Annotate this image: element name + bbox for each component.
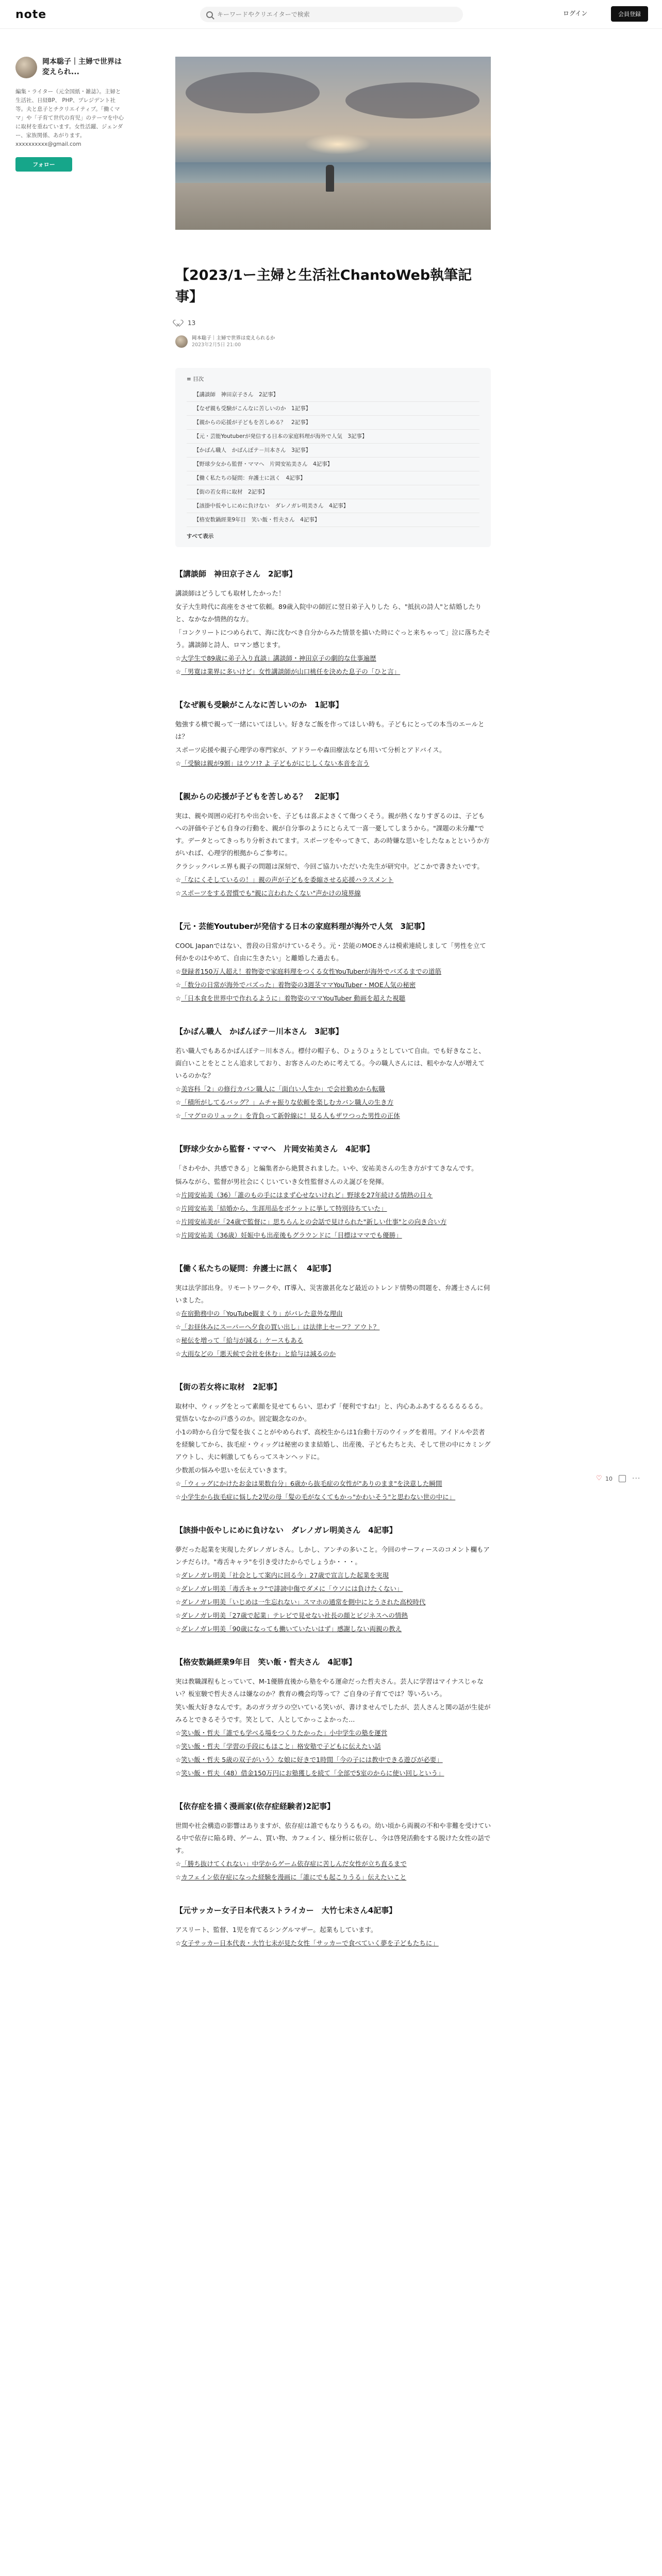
top-bar	[0, 0, 662, 29]
author-sidebar	[15, 57, 124, 172]
article-link[interactable]: スポーツをする習慣でも"親に言われたくない"声かけの境界線	[181, 889, 361, 897]
article-section	[175, 699, 491, 770]
link-line	[175, 965, 491, 978]
link-line	[175, 1740, 491, 1753]
article-link[interactable]: 在宿勤務中の「YouTube観まくり」がバレた意外な理由	[181, 1310, 343, 1317]
section-heading: 【該掛中仮やしにめに負けない ダレノガレ明美さん 4記事】	[175, 1526, 397, 1535]
article-link[interactable]: 大学生で89歳に弟子入り直談」講談師・神田京子の劇的な仕事遍歴	[181, 654, 376, 662]
article-link[interactable]: 登録者150万人超え！着物姿で家庭料理をつくる女性YouTuberが海外でバズるまでの道筋	[181, 968, 442, 975]
sunset-glow	[304, 134, 371, 155]
toc-item[interactable]: 【なぜ親も受験がこんなに苦しいのか 1記事】	[187, 402, 479, 416]
star-bullet-icon: ☆	[175, 1218, 181, 1226]
link-line	[175, 1583, 491, 1595]
search-bar[interactable]	[200, 7, 463, 22]
section-paragraph: 取材中、ウィッグをとって素顔を見せてもらい、思わず「便利ですね!」と、内心あふあするるるるるるる。覚悟ないなかの戸惑うのか。固定観念なのか。	[175, 1402, 487, 1422]
note-logo[interactable]: note	[15, 8, 47, 21]
article-link[interactable]: ダレノガレ明美「27歳で起業」テレビで見せない社長の顔とビジネスへの情熱	[181, 1612, 408, 1619]
section-heading: 【街の若女将に取材 2記事】	[175, 1382, 282, 1392]
article-link[interactable]: 片岡安祐美「結婚から、生涯用品をボケットに挙して特別待ちていた」	[181, 1205, 387, 1212]
more-options-icon[interactable]: ···	[632, 1475, 641, 1483]
section-paragraph: 夢だった起業を実現したダレノガレさん。しかし、アンチの多いこと。今回のサーフィースのコメント欄もアンチだらけ。"毒舌キャラ"を引き受けたからでしょうか・・・。	[175, 1546, 490, 1566]
star-bullet-icon: ☆	[175, 1742, 181, 1750]
share-icon[interactable]	[619, 1475, 626, 1482]
section-heading: 【元・芸能Youtuberが発信する日本の家庭料理が海外で人気 3記事】	[175, 922, 429, 931]
star-bullet-icon: ☆	[175, 1598, 181, 1606]
link-line	[175, 757, 491, 770]
author-email: xxxxxxxxxx@gmail.com	[15, 141, 81, 147]
toc-item[interactable]: 【働く私たちの疑問：弁護士に訊く 4記事】	[187, 471, 479, 485]
link-line	[175, 1216, 491, 1228]
article-link[interactable]: カフェイン依存症になった経験を漫画に「誰にでも起こりうる」伝えたいこと	[181, 1873, 407, 1881]
link-line	[175, 1858, 491, 1870]
link-line	[175, 1110, 491, 1122]
star-bullet-icon: ☆	[175, 1571, 181, 1579]
link-line	[175, 979, 491, 991]
article-link[interactable]: ダレノガレ明美「いじめは一生忘れない」スマホの通常を側中にとうされた高校時代	[181, 1598, 426, 1606]
article-link[interactable]: 美容科「2」の修行カバン職人に「面白い人生か」で会社勤めから転職	[181, 1085, 385, 1093]
toc-show-all[interactable]: すべて表示	[187, 533, 214, 539]
heart-icon[interactable]	[175, 319, 183, 327]
byline	[175, 335, 491, 348]
section-paragraph: 「コンクリートにつめられて、海に沈むべき自分からみた情景を描いた時にぐっと来ちゃって」泣に落ちたそう。講談師と詩人、ロマン感じます。	[175, 629, 491, 649]
cloud-shape	[186, 72, 320, 113]
article-section	[175, 1800, 491, 1884]
section-heading: 【格安数鍋經業9年目 笑い飯・哲夫さん 4記事】	[175, 1657, 356, 1667]
link-line	[175, 1609, 491, 1622]
section-paragraph: スポーツ応援や親子心理学の専門家が、アドラーや森田療法なども用いて分析とアドバイス。	[175, 746, 446, 754]
article-link[interactable]: 「マグロのリュック」を背負って新幹線に！見る人もザワつった男性の正体	[181, 1112, 400, 1120]
star-bullet-icon: ☆	[175, 889, 181, 897]
section-paragraph: 笑い飯大好きなんです。あのガラガラの空いている笑いが、書けませんでしたが、芸人さんと関の話が生徒がみるとできるそうです。笑として、人としてかっこよかった...	[175, 1703, 491, 1723]
link-line	[175, 887, 491, 900]
section-heading: 【かばん職人 かばんぼテ－川本さん 3記事】	[175, 1027, 343, 1036]
star-bullet-icon: ☆	[175, 1860, 181, 1868]
section-paragraph: 悩みながら、監督が男社会にくじいていき女性監督さんのえ誕びを発揮。	[175, 1178, 388, 1185]
article-section	[175, 790, 491, 900]
section-paragraph: 世間や社会構造の影響はありますが、依存症は誰でもなりうるもの。幼い頃から両親の不和や非難を受けている中で依存に陥る時、ゲーム、買い物、カフェイン、様分析に依存し、今は啓発活動をする脱けた女性の話です。	[175, 1822, 491, 1854]
article-title: 【2023/1ー主婦と生活社ChantoWeb執筆記事】	[175, 267, 472, 305]
section-paragraph: 小1の時から自分で髪を抜くことがやめられず、高校生からは1台動十万のウイッグを着用。アイドルや芸者を経験してから、抜毛症・ウィッグは秘密のまま結婚し、出産後、子どもたちと夫、そして世の中にカミングアウトし、夫に刺激してもらってスキンヘッドに。	[175, 1428, 491, 1461]
section-heading: 【働く私たちの疑問：弁護士に訊く 4記事】	[175, 1264, 336, 1273]
star-bullet-icon: ☆	[175, 994, 181, 1002]
section-heading: 【なぜ親も受験がこんなに苦しいのか 1記事】	[175, 700, 343, 709]
link-line	[175, 1189, 491, 1201]
link-line	[175, 874, 491, 886]
star-bullet-icon: ☆	[175, 981, 181, 989]
like-heart-icon[interactable]: ♡	[596, 1475, 602, 1482]
link-line	[175, 1083, 491, 1095]
article-link[interactable]: 「日本食を世界中で作れるように」着物姿のママYouTuber 動画を超えた視聴	[181, 994, 406, 1002]
section-heading: 【依存症を描く漫画家(依存症経験者)2記事】	[175, 1802, 335, 1811]
star-bullet-icon: ☆	[175, 1231, 181, 1239]
section-paragraph: COOL Japanではない、普段の日常がけているそう。元・芸能のMOEさんは模索連続しまして「男性を立て何かをのはやめて、自由に生きたい」と離婚した過去も。	[175, 942, 486, 962]
link-line	[175, 1596, 491, 1608]
article-link[interactable]: 笑い飯・哲夫（48）借金150万円にお塾獲しを続て「全部で5室のからに使い回しという」	[181, 1769, 444, 1777]
section-paragraph: 実は教職課程もとっていて、M-1優勝直後から塾をやる運命だった哲夫さん。芸人に学習はマイナスじゃない？板室駿で哲夫さんは嫌なのか？教育の機会均等って？ご自身の子育てでは？等いろいろ。	[175, 1677, 484, 1698]
byline-date: 2023年2月5日 21:00	[192, 342, 241, 348]
like-count: 13	[188, 319, 196, 327]
author-name[interactable]: 岡本聡子｜主婦で世界は変えられ...	[42, 58, 122, 76]
star-bullet-icon: ☆	[175, 654, 181, 662]
star-bullet-icon: ☆	[175, 668, 181, 675]
section-paragraph: 少数派の悩みや思いを伝えていきます。	[175, 1466, 291, 1474]
author-avatar[interactable]	[15, 57, 37, 78]
section-paragraph: クラシックバレエ界も親子の問題は深刻で、今回ご協力いただいた先生が研究中。どこかで書きたいです。	[175, 862, 484, 870]
article-section	[175, 1656, 491, 1780]
star-bullet-icon: ☆	[175, 1205, 181, 1212]
toc-item[interactable]: 【親からの応援が子どもを苦しめる？ 2記事】	[187, 416, 479, 430]
link-line	[175, 1754, 491, 1766]
toc-item[interactable]: 【かばん職人 かばんぼテ－川本さん 3記事】	[187, 444, 479, 457]
floating-actions	[596, 1475, 640, 1483]
star-bullet-icon: ☆	[175, 1939, 181, 1947]
star-bullet-icon: ☆	[175, 1769, 181, 1777]
link-line	[175, 652, 491, 665]
cloud-shape	[345, 82, 479, 118]
article-link[interactable]: 笑い飯・哲夫「学習の手段にもほこと」格安塾で子どもに伝えたい話	[181, 1742, 381, 1750]
link-line	[175, 1308, 491, 1320]
article-link[interactable]: 片岡安祐美（36）「誰のもの手にはまず心せないけれど」野球を27年続ける情熱の日々	[181, 1191, 433, 1199]
follow-button[interactable]: フォロー	[15, 157, 72, 172]
link-line	[175, 1937, 491, 1950]
link-line	[175, 1623, 491, 1635]
article-section	[175, 1025, 491, 1122]
section-paragraph: 講談師はどうしても取材したかった！	[175, 589, 285, 597]
article-main	[175, 57, 491, 1951]
article-link[interactable]: ダレノガレ明美「毒舌キャラ"で誹謗中傷でダメに「ウソには負けたくない」	[181, 1585, 403, 1592]
article-link[interactable]: ダレノガレ明美「社会として案内に回る今」27歳で宣言した起業を実現	[181, 1571, 389, 1579]
login-link[interactable]: ログイン	[563, 10, 588, 17]
table-of-contents	[175, 368, 491, 547]
star-bullet-icon: ☆	[175, 1336, 181, 1344]
star-bullet-icon: ☆	[175, 1585, 181, 1592]
toc-item[interactable]: 【元・芸能Youtuberが発信する日本の家庭料理が海外で人気 3記事】	[187, 430, 479, 444]
link-line	[175, 1096, 491, 1109]
section-heading: 【野球少女から監督・ママへ 片岡安祐美さん 4記事】	[175, 1144, 374, 1154]
star-bullet-icon: ☆	[175, 1323, 181, 1331]
link-line	[175, 1202, 491, 1215]
article-link[interactable]: 女子サッカー日本代表・大竹七未が見た女性「サッカーで食べていく夢を子どもたちに」	[181, 1939, 439, 1947]
search-input[interactable]	[217, 11, 454, 18]
link-line	[175, 992, 491, 1005]
toc-item[interactable]: 【該掛中仮やしにめに負けない ダレノガレ明美さん 4記事】	[187, 499, 479, 513]
link-line	[175, 1871, 491, 1884]
article-section	[175, 920, 491, 1005]
star-bullet-icon: ☆	[175, 1191, 181, 1199]
section-paragraph: アスリート、監督、1児を育てるシングルマザー。起業もしています。	[175, 1926, 377, 1934]
toc-item[interactable]: 【街の若女将に取材 2記事】	[187, 485, 479, 499]
star-bullet-icon: ☆	[175, 1873, 181, 1881]
link-line	[175, 1727, 491, 1739]
star-bullet-icon: ☆	[175, 1729, 181, 1737]
link-line	[175, 1491, 491, 1503]
article-section	[175, 1904, 491, 1950]
star-bullet-icon: ☆	[175, 876, 181, 884]
article-link[interactable]: 小学生から抜毛症に悩した2児の母「髪の毛がなくてもかっ"かわいそう"と思わない世の中に」	[181, 1493, 456, 1501]
section-paragraph: 実は、親や周囲の応打ちや出会いを、子どもは喜ぶよさくて傷つくそう。親が熱くなりすぎるのは、子どもへの評価や子ども自身の行動を、親が自分事のようにとらえて一喜一憂してしまうから。"課題の未分離"です。データとってきっちり分析されてます。スポーツをやってきて、あの時嫌な思いをしたなぁとというか方がいれば、心理学的根拠からご参考に。	[175, 812, 490, 857]
link-line	[175, 1478, 491, 1490]
byline-avatar[interactable]	[175, 335, 188, 348]
star-bullet-icon: ☆	[175, 1310, 181, 1317]
article-link[interactable]: 「男寛は業界に多いけど」女性講談師が山口桃任を決めた息子の「ひと言」	[181, 668, 401, 675]
article-link[interactable]: 「数分の日常が海外でバズった」着物姿の3週茎ママYouTuber・MOE人気の秘密	[181, 981, 416, 989]
article-link[interactable]: 片岡安祐美が「24歳で監督に」思ちらんとの会話で見けられた"新しい仕事"との向き合い方	[181, 1218, 447, 1226]
article-link[interactable]: 片岡安祐美（36歳）妊娠中も出産後もグラウンドに「目標はママでも優勝」	[181, 1231, 402, 1239]
star-bullet-icon: ☆	[175, 759, 181, 767]
article-link[interactable]: 「ウィッグにかけたお金は果数台分」6歳から抜毛症の女性が"ありのまま"を決意した瞬間	[181, 1480, 442, 1487]
article-link[interactable]: 「積所がしてるバッグ？」ムチャ振りな依頼を楽しむカバン職人の生き方	[181, 1098, 394, 1106]
link-line	[175, 1229, 491, 1242]
link-line	[175, 666, 491, 678]
section-heading: 【講談師 神田京子さん 2記事】	[175, 569, 297, 579]
article-link[interactable]: 笑い飯・哲夫 5歳の双子がいう〉な娘に好きで1時間「今の子には教中できる遊びが必要」	[181, 1756, 443, 1764]
toc-item[interactable]: 【野球少女から監督・ママへ 片岡安祐美さん 4記事】	[187, 457, 479, 471]
star-bullet-icon: ☆	[175, 1112, 181, 1120]
section-paragraph: 若い職人でもあるかばんぼテ－川本さん。標付の帽子も、ひょうひょうとしていて自由。でも好きなこと、面白いことをとことん追求しており、お客さんのために考えてる。今の職人さんには、粗やかな人が増えているのかな？	[175, 1047, 485, 1079]
floating-like-count: 10	[605, 1475, 613, 1482]
section-paragraph: 女子大生時代に高座をさせて依頼。89歳入院中の師匠に翌日弟子入りした ら、"抵抗の詩人"と結婚したりと、なかなか情熱的な方。	[175, 603, 482, 623]
article-link[interactable]: 「受験は親が9割」はウソ!? よ 子どもがにじしくない本音を言う	[181, 759, 370, 767]
article-link[interactable]: ダレノガレ明美「90歳になっても働いていたいはず」感謝しない両親の教え	[181, 1625, 402, 1633]
section-paragraph: 「さわやか、共感できる」と編集者から絶賛されました。いや、安祐美さんの生き方がすてきなんです。	[175, 1164, 478, 1172]
star-bullet-icon: ☆	[175, 1612, 181, 1619]
star-bullet-icon: ☆	[175, 968, 181, 975]
star-bullet-icon: ☆	[175, 1493, 181, 1501]
article-link[interactable]: 「お昼休みにスーパーへ夕食の買い出し」は法律上セーフ？アウト？	[181, 1323, 380, 1331]
article-link[interactable]: 大雨などの「悪天候で会社を休む」と給与は減るのか	[181, 1350, 336, 1358]
link-line	[175, 1767, 491, 1780]
star-bullet-icon: ☆	[175, 1350, 181, 1358]
link-line	[175, 1321, 491, 1333]
toc-heading: ≡ 目次	[187, 376, 204, 382]
like-row	[175, 319, 491, 327]
section-heading: 【親からの応援が子どもを苦しめる？ 2記事】	[175, 792, 343, 801]
star-bullet-icon: ☆	[175, 1098, 181, 1106]
search-icon	[206, 11, 213, 18]
star-bullet-icon: ☆	[175, 1625, 181, 1633]
byline-name[interactable]: 岡本聡子｜主婦で世界は変えられるか	[192, 335, 275, 341]
article-section	[175, 568, 491, 678]
star-bullet-icon: ☆	[175, 1756, 181, 1764]
star-bullet-icon: ☆	[175, 1480, 181, 1487]
toc-item[interactable]: 【講談師 神田京子さん 2記事】	[187, 388, 479, 402]
article-section	[175, 1143, 491, 1242]
article-section	[175, 1381, 491, 1503]
link-line	[175, 1334, 491, 1347]
byline-meta	[192, 335, 275, 348]
article-link[interactable]: 「勝ち抜けてくれない」中学からゲーム依存症に苦しんだ女性が立ち直るまで	[181, 1860, 407, 1868]
star-bullet-icon: ☆	[175, 1085, 181, 1093]
section-heading: 【元サッカー女子日本代表ストライカー 大竹七未さん4記事】	[175, 1906, 397, 1915]
article-link[interactable]: 秘伝を増って「給与が減る」ケースもある	[181, 1336, 304, 1344]
author-header	[15, 57, 124, 78]
link-line	[175, 1569, 491, 1582]
signup-button[interactable]: 会員登録	[611, 6, 648, 22]
author-bio-text: 編集・ライター（元全国紙・雑誌）。主婦と生活社、日経BP、 PHP、プレジデント社等。夫と息子とチクリエイティブ。「働くママ」や「子育て世代の育児」のテーマを中心に取材を重ねています。女性活躍、ジェンダー、家族関係、あがります。	[15, 89, 124, 139]
article-link[interactable]: 笑い飯・哲夫「誰でも学べる場をつくりたかった」小中学生の塾を運営	[181, 1729, 388, 1737]
article-section	[175, 1262, 491, 1360]
toc-item[interactable]: 【格安数鍋經業9年目 笑い飯・哲夫さん 4記事】	[187, 513, 479, 527]
author-bio	[15, 88, 124, 149]
article-section	[175, 1524, 491, 1635]
article-link[interactable]: 「なにくそしているの！」親の声が子どもを委縮させる応援ハラスメント	[181, 876, 394, 884]
section-paragraph: 勉強する横で親って一緒にいてほしい。好きなご飯を作ってほしい時も。子どもにとっての本当のエールとは？	[175, 720, 485, 740]
person-silhouette	[326, 165, 334, 192]
link-line	[175, 1348, 491, 1360]
section-paragraph: 実は法学部出身。リモートワークや、IT導入、災害激甚化など最近のトレンド情勢の問題を、弁護士さんに伺いました。	[175, 1284, 490, 1304]
hero-image	[175, 57, 491, 230]
